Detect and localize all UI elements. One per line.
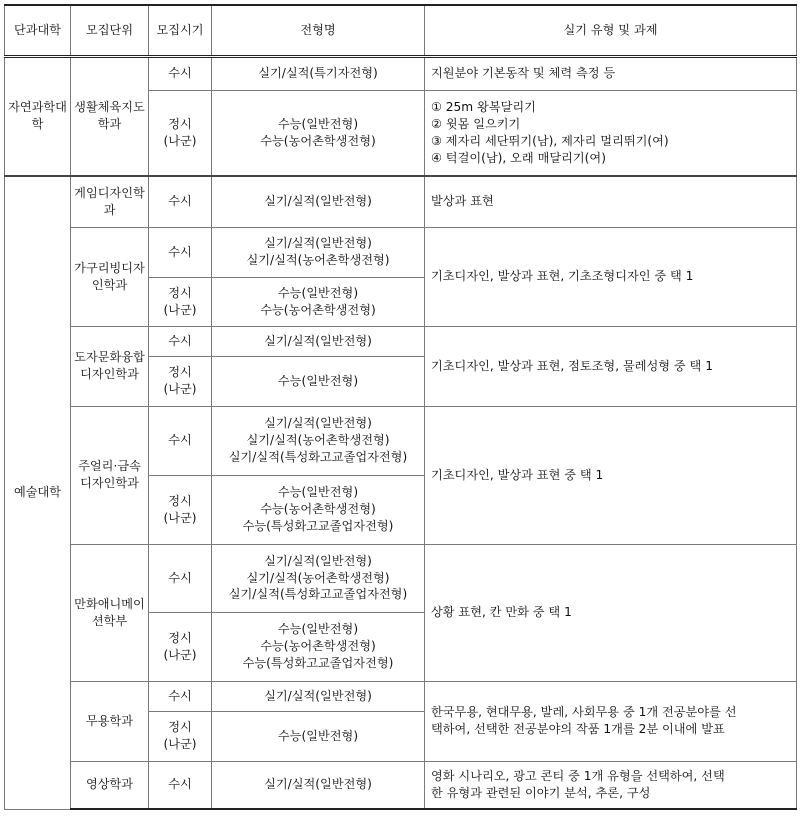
task-cell (425, 90, 797, 176)
period-cell: 수시 (149, 544, 212, 612)
admission-cell (212, 711, 425, 761)
admission-line: 수능(농어촌학생전형) (260, 639, 376, 654)
unit-cell: 생활체육지도학과 (71, 56, 149, 176)
period-line: (나군) (163, 510, 197, 525)
admission-line: 수능(특성화고교졸업자전형) (242, 655, 394, 670)
period-cell: 수시 (149, 406, 212, 475)
period-cell: 수시 (149, 681, 212, 711)
header-unit: 모집단위 (71, 5, 149, 56)
period-cell (149, 711, 212, 761)
admission-cell (212, 176, 425, 227)
admission-line: 실기/실적(농어촌학생전형) (246, 253, 390, 267)
table-row (5, 544, 797, 612)
table-row (5, 406, 797, 475)
task-line: 택하여, 선택한 전공분야의 작품 1개를 2분 이내에 발표 (431, 722, 725, 736)
admission-line: 실기/실적(농어촌학생전형) (246, 570, 390, 585)
period-line: 정시 (168, 630, 192, 645)
unit-cell: 무용학과 (71, 681, 149, 761)
unit-cell: 만화애니메이션학부 (71, 544, 149, 681)
table-row (5, 56, 797, 90)
period-cell (149, 277, 212, 326)
admission-cell (212, 356, 425, 406)
period-cell (149, 612, 212, 681)
period-line: (나군) (163, 382, 197, 396)
admission-cell (212, 227, 425, 277)
task-line: 영화 시나리오, 광고 콘티 중 1개 유형을 선택하여, 선택 (431, 768, 725, 783)
task-cell (425, 681, 797, 761)
admission-line: 수능(농어촌학생전형) (260, 302, 376, 317)
unit-cell: 영상학과 (71, 761, 149, 809)
period-line: (나군) (163, 737, 197, 751)
period-cell (149, 475, 212, 544)
admission-cell (212, 475, 425, 544)
admission-line: 실기/실적(일반전형) (264, 553, 372, 568)
period-cell (149, 90, 212, 176)
task-cell (425, 56, 797, 90)
admission-cell (212, 761, 425, 809)
admission-cell (212, 56, 425, 90)
task-line: ① 25m 왕복달리기 (431, 100, 536, 115)
admission-line: 실기/실적(일반전형) (264, 416, 372, 431)
table-row (5, 326, 797, 356)
admission-cell (212, 326, 425, 356)
header-period: 모집시기 (149, 5, 212, 56)
period-cell: 수시 (149, 176, 212, 227)
admission-cell (212, 90, 425, 176)
admission-line: 실기/실적(특성화고교졸업자전형) (228, 449, 408, 464)
admission-line: 수능(일반전형) (277, 116, 359, 131)
task-cell: 기초디자인, 발상과 표현, 점토조형, 물레성형 중 택 1 (425, 326, 797, 406)
task-cell: 기초디자인, 발상과 표현 중 택 1 (425, 406, 797, 544)
header-admission: 전형명 (212, 5, 425, 56)
admission-line: 실기/실적(특성화고교졸업자전형) (228, 587, 408, 602)
admission-line: 실기/실적(일반전형) (264, 333, 372, 348)
admission-line: 수능(일반전형) (277, 728, 359, 743)
period-line: 정시 (168, 116, 192, 131)
task-line: 한국무용, 현대무용, 발레, 사회무용 중 1개 전공분야를 선 (431, 705, 737, 720)
unit-cell: 가구리빙디자인학과 (71, 227, 149, 326)
period-line: 정시 (168, 285, 192, 300)
table-row (5, 681, 797, 711)
task-cell: 기초디자인, 발상과 표현, 기초조형디자인 중 택 1 (425, 227, 797, 326)
table-row (5, 176, 797, 227)
task-cell: 발상과 표현 (425, 176, 797, 227)
task-line: ④ 턱걸이(남), 오래 매달리기(여) (431, 150, 606, 165)
period-cell: 수시 (149, 56, 212, 90)
admission-line: 수능(농어촌학생전형) (260, 502, 376, 517)
admission-line: 실기/실적(일반전형) (264, 688, 372, 703)
period-line: (나군) (163, 302, 197, 317)
task-line: ② 윗몸 일으키기 (431, 116, 521, 131)
college-cell: 예술대학 (5, 176, 71, 809)
admission-line: 실기/실적(특기자전형) (258, 66, 378, 81)
admission-cell (212, 612, 425, 681)
admission-cell (212, 406, 425, 475)
unit-cell: 도자문화융합디자인학과 (71, 326, 149, 406)
unit-cell: 주얼리·금속디자인학과 (71, 406, 149, 544)
period-line: 정시 (168, 493, 192, 508)
header-task: 실기 유형 및 과제 (425, 5, 797, 56)
period-line: 정시 (168, 365, 192, 380)
period-cell: 수시 (149, 761, 212, 809)
period-cell: 수시 (149, 227, 212, 277)
task-line: 한 유형과 관련된 이야기 분석, 추론, 구성 (431, 785, 651, 800)
admission-cell (212, 681, 425, 711)
task-cell: 상황 표현, 칸 만화 중 택 1 (425, 544, 797, 681)
unit-cell: 게임디자인학과 (71, 176, 149, 227)
admission-line: 실기/실적(일반전형) (264, 777, 372, 792)
admission-line: 실기/실적(농어촌학생전형) (246, 433, 390, 448)
task-line: ③ 제자리 세단뛰기(남), 제자리 멀리뛰기(여) (431, 133, 669, 148)
college-cell: 자연과학대학 (5, 56, 71, 176)
admission-table (4, 4, 797, 810)
admission-cell (212, 544, 425, 612)
admission-line: 수능(일반전형) (277, 622, 359, 637)
header-college: 단과대학 (5, 5, 71, 56)
period-line: (나군) (163, 647, 197, 662)
admission-cell (212, 277, 425, 326)
period-line: (나군) (163, 133, 197, 148)
period-cell (149, 356, 212, 406)
table-row (5, 761, 797, 809)
header-row (5, 5, 797, 56)
task-line: 지원분야 기본동작 및 체력 측정 등 (431, 66, 616, 81)
period-cell: 수시 (149, 326, 212, 356)
admission-line: 실기/실적(일반전형) (264, 194, 372, 209)
task-cell (425, 761, 797, 809)
admission-line: 수능(농어촌학생전형) (260, 133, 376, 148)
table-row (5, 227, 797, 277)
period-line: 정시 (168, 720, 192, 735)
admission-line: 수능(특성화고교졸업자전형) (242, 518, 394, 533)
admission-line: 수능(일반전형) (277, 485, 359, 500)
admission-line: 수능(일반전형) (277, 373, 359, 388)
admission-line: 실기/실적(일반전형) (264, 236, 372, 251)
admission-line: 수능(일반전형) (277, 285, 359, 300)
